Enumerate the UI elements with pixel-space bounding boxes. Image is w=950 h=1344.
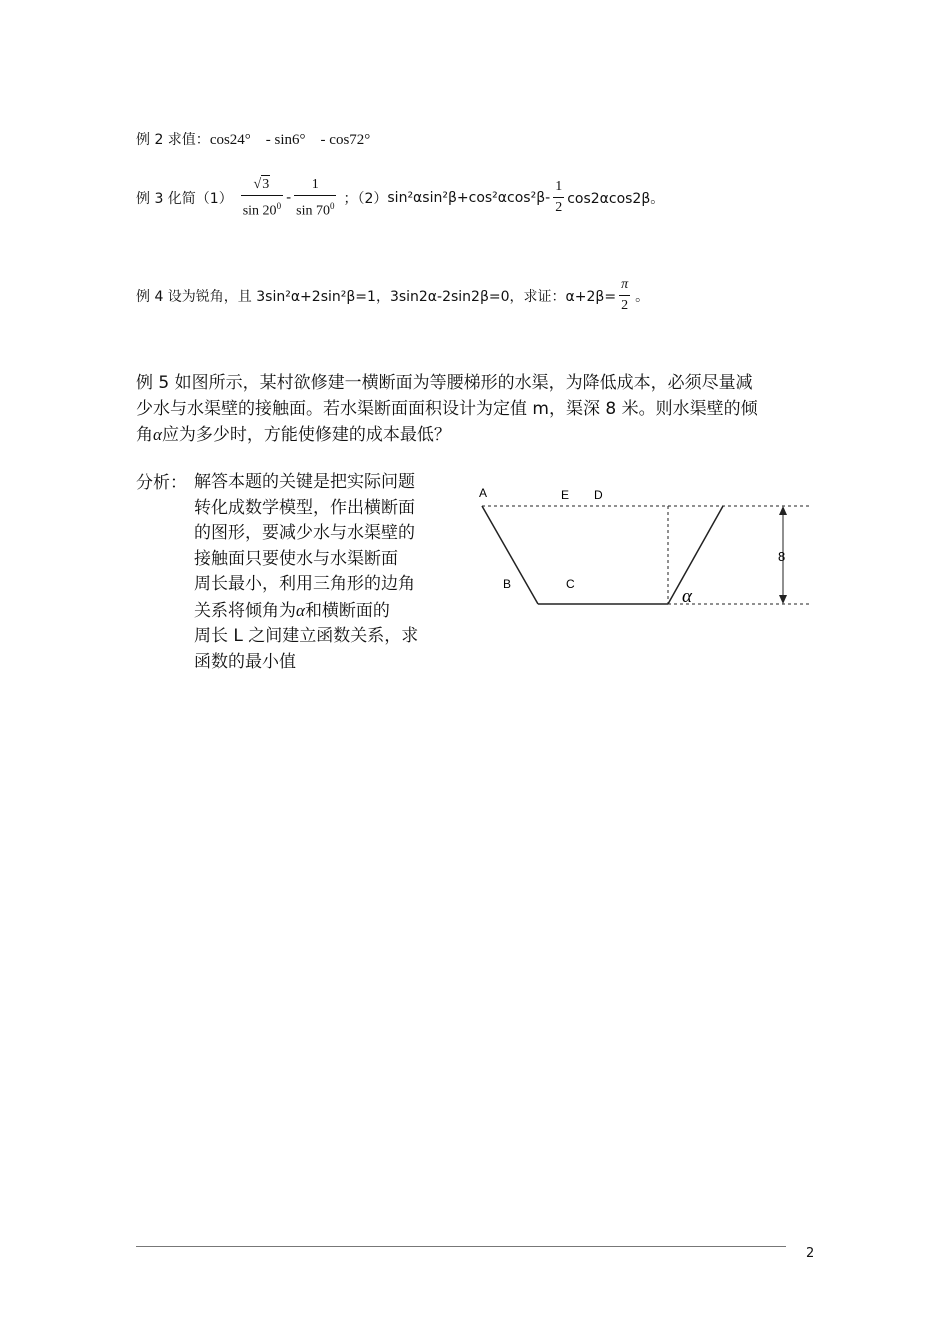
example-5-line-2: 少水与水渠壁的接触面。若水渠断面面积设计为定值 m，渠深 8 米。则水渠壁的倾 [136,399,758,419]
degree-sup: 0 [329,200,335,211]
half-numerator: 1 [555,179,563,195]
degree-sup: 0 [276,201,282,211]
point-d-label: D [594,488,603,502]
example-2 [136,128,370,149]
pi-denominator: 2 [621,298,629,313]
sin20-denominator: sin 20 [242,203,277,219]
sin70-denominator: sin 70 [296,203,330,219]
example-2-label: 例 2 求值： [136,132,210,148]
analysis-line: 接触面只要使水与水渠断面 [194,548,398,569]
example-5-line-1: 例 5 如图所示，某村欲修建一横断面为等腰梯形的水渠，为降低成本，必须尽量减 [136,373,753,393]
alpha-symbol: α [296,600,305,620]
analysis-line: 转化成数学模型，作出横断面 [194,497,415,518]
analysis-line: 关系将倾角为α和横断面的 [194,600,390,621]
point-c-label: C [566,577,575,591]
part-separator: ；（2） [343,190,388,207]
right-wall-line [668,506,723,604]
analysis-line: 的图形，要减少水与水渠壁的 [194,523,415,543]
footer-divider [136,1246,786,1247]
analysis-line: 周长 L 之间建立函数关系，求 [194,626,419,646]
analysis-line: 周长最小，利用三角形的边角 [194,574,415,594]
arrow-down-icon [779,595,787,604]
page-number: 2 [806,1246,815,1261]
fraction-numerator: 1 [311,176,319,192]
analysis-line: 函数的最小值 [194,651,296,672]
alpha-symbol: α [153,425,162,444]
half-denominator: 2 [555,200,563,216]
point-a-label: A [479,486,488,500]
example-5-line-3: 角α应为多少时，方能使修建的成本最低？ [136,425,451,445]
example-3 [136,175,664,221]
sqrt-radicand: 3 [262,177,270,192]
part-2-tail: cos2αcos2β。 [567,190,665,207]
example-4-tail: 。 [635,288,650,305]
example-5 [136,370,816,448]
angle-alpha-label: α [682,586,692,607]
example-3-label: 例 3 化简（1） [136,190,233,207]
analysis-label: 分析： [136,473,187,493]
analysis-line: 解答本题的关键是把实际问题 [194,472,415,492]
example-4-text: 例 4 设为锐角，且 3sin²α+2sin²β=1，3sin2α-2sin2β=0，求证：α+2β= [136,288,617,305]
point-b-label: B [503,577,512,591]
point-e-label: E [561,488,570,502]
fraction-pi-over-2 [619,276,630,315]
example-2-expression: cos24° - sin6° - cos72° [209,132,371,148]
depth-label: 8 [778,549,786,564]
analysis-body [194,470,450,675]
arrow-up-icon [779,506,787,515]
fraction-sqrt3-over-sin20: √ 3 $\sin 20^0$ [242,177,282,219]
part-2-expression: sin²αsin²β+cos²αcos²β- [387,189,551,206]
pi-numerator: π [621,277,629,292]
minus-sign: - [286,189,292,206]
fraction-one-half [553,178,564,217]
fraction-1-over-sin70 [294,176,336,221]
example-4 [136,276,649,315]
trapezoid-figure [470,480,820,620]
